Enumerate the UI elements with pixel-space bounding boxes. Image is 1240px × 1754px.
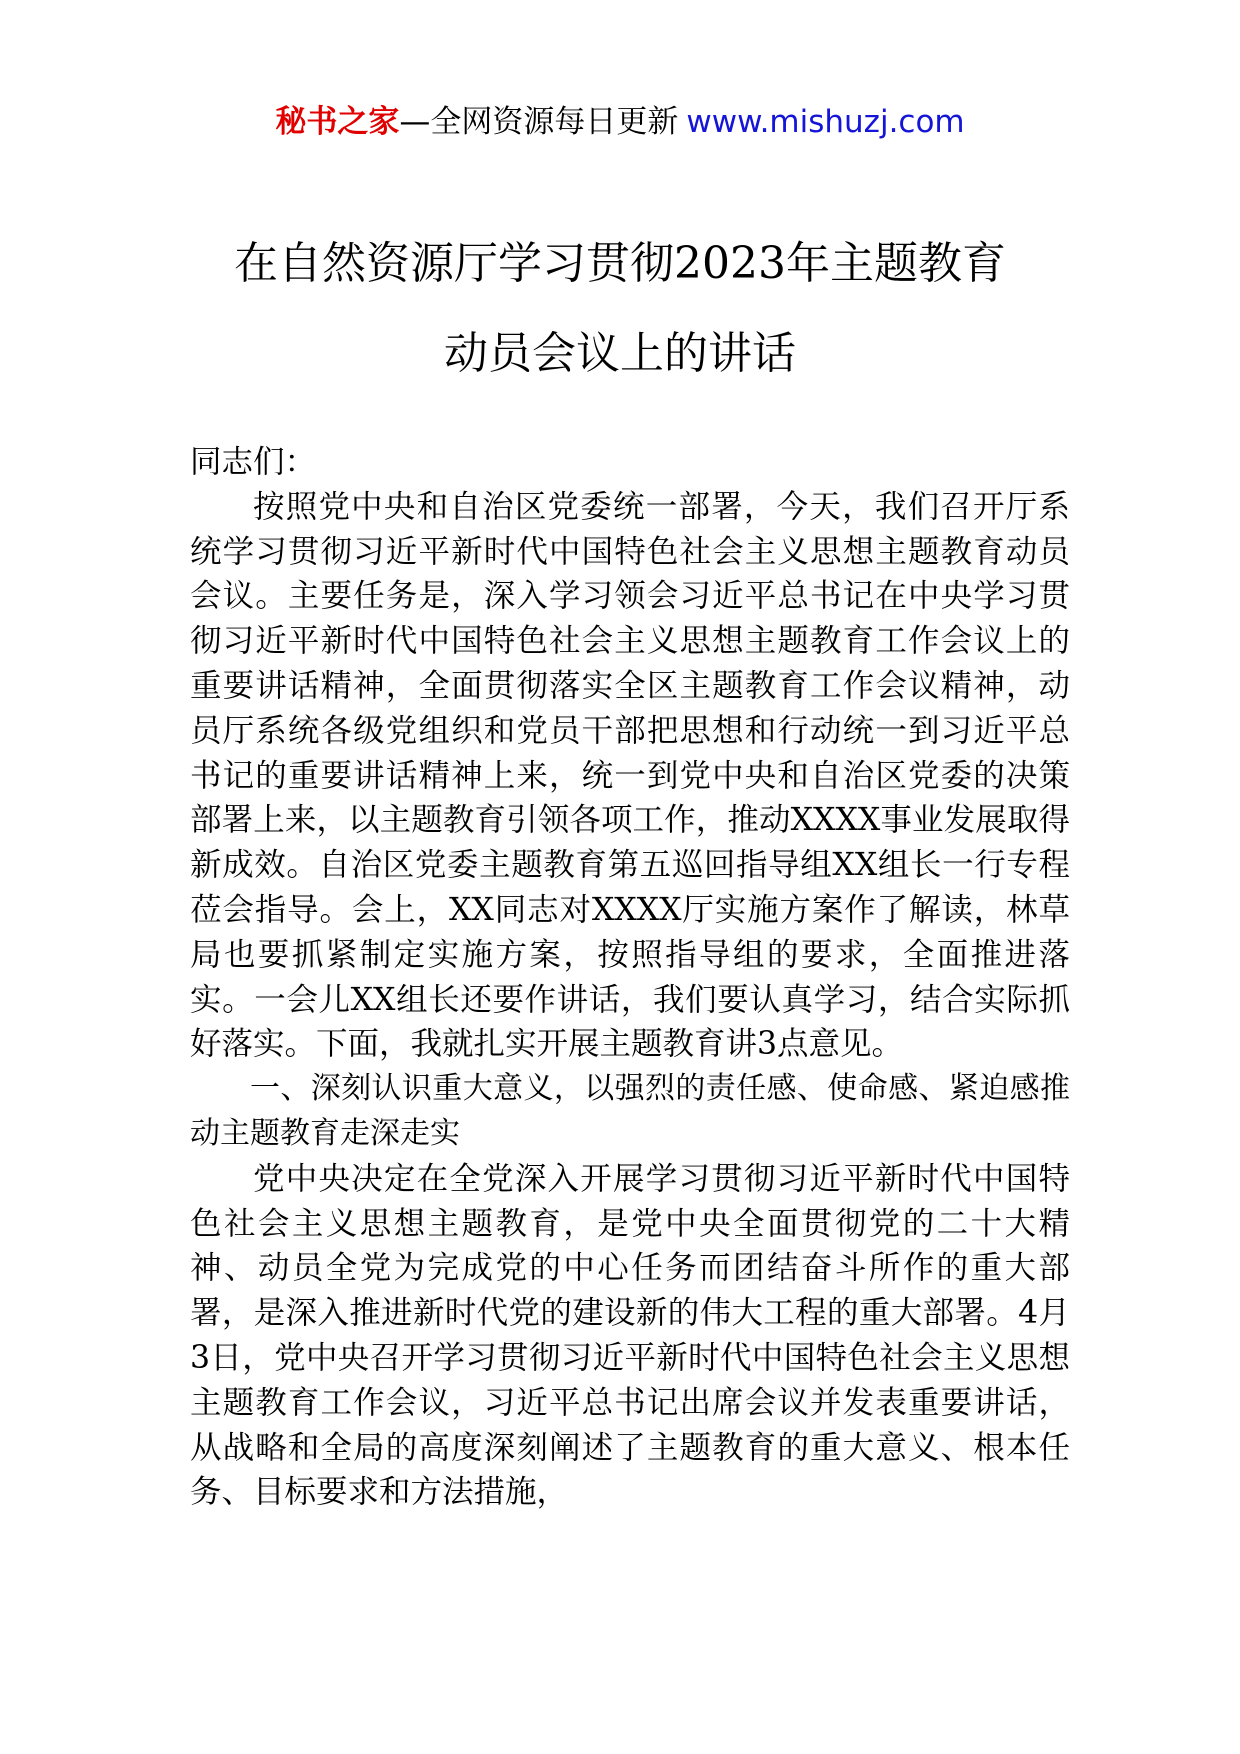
section-heading-1: 一、深刻认识重大意义，以强烈的责任感、使命感、紧迫感推动主题教育走深走实 <box>190 1071 1070 1151</box>
paragraph-intro: 按照党中央和自治区党委统一部署，今天，我们召开厅系统学习贯彻习近平新时代中国特色社会主义思想主题教育动员会议。主要任务是，深入学习领会习近平总书记在中央学习贯彻习近平新时代中国特色社会主义思想主题教育工作会议上的重要讲话精神，全面贯彻落实全区主题教育工作会议精神，动员厅系统各级党组织和党员干部把思想和行动统一到习近平总书记的重要讲话精神上来，统一到党中央和自治区党委的决策部署上来，以主题教育引领各项工作，推动XXXX事业发展取得新成效。自治区党委主题教育第五巡回指导组XX组长一行专程莅会指导。会上，XX同志对XXXX厅实施方案作了解读，林草局也要抓紧制定实施方案，按照指导组的要求，全面推进落实。一会儿XX组长还要作讲话，我们要认真学习，结合实际抓好落实。下面，我就扎实开展主题教育讲3点意见。 <box>190 488 1070 1063</box>
site-brand: 秘书之家 <box>275 104 400 140</box>
document-title-line-1: 在自然资源厅学习贯彻2023年主题教育 <box>234 238 1006 289</box>
document-body <box>190 440 1070 1515</box>
document-title-line-2: 动员会议上的讲话 <box>444 328 796 379</box>
salutation: 同志们： <box>190 444 317 480</box>
site-url-link[interactable]: www.mishuzj.com <box>686 104 965 140</box>
site-header <box>0 100 1240 144</box>
site-slogan: —全网资源每日更新 <box>399 104 679 140</box>
paragraph-section-1: 党中央决定在全党深入开展学习贯彻习近平新时代中国特色社会主义思想主题教育，是党中央全面贯彻党的二十大精神、动员全党为完成党的中心任务而团结奋斗所作的重大部署，是深入推进新时代党的建设新的伟大工程的重大部署。4月3日，党中央召开学习贯彻习近平新时代中国特色社会主义思想主题教育工作会议，习近平总书记出席会议并发表重要讲话，从战略和全局的高度深刻阐述了主题教育的重大意义、根本任务、目标要求和方法措施， <box>190 1160 1070 1511</box>
